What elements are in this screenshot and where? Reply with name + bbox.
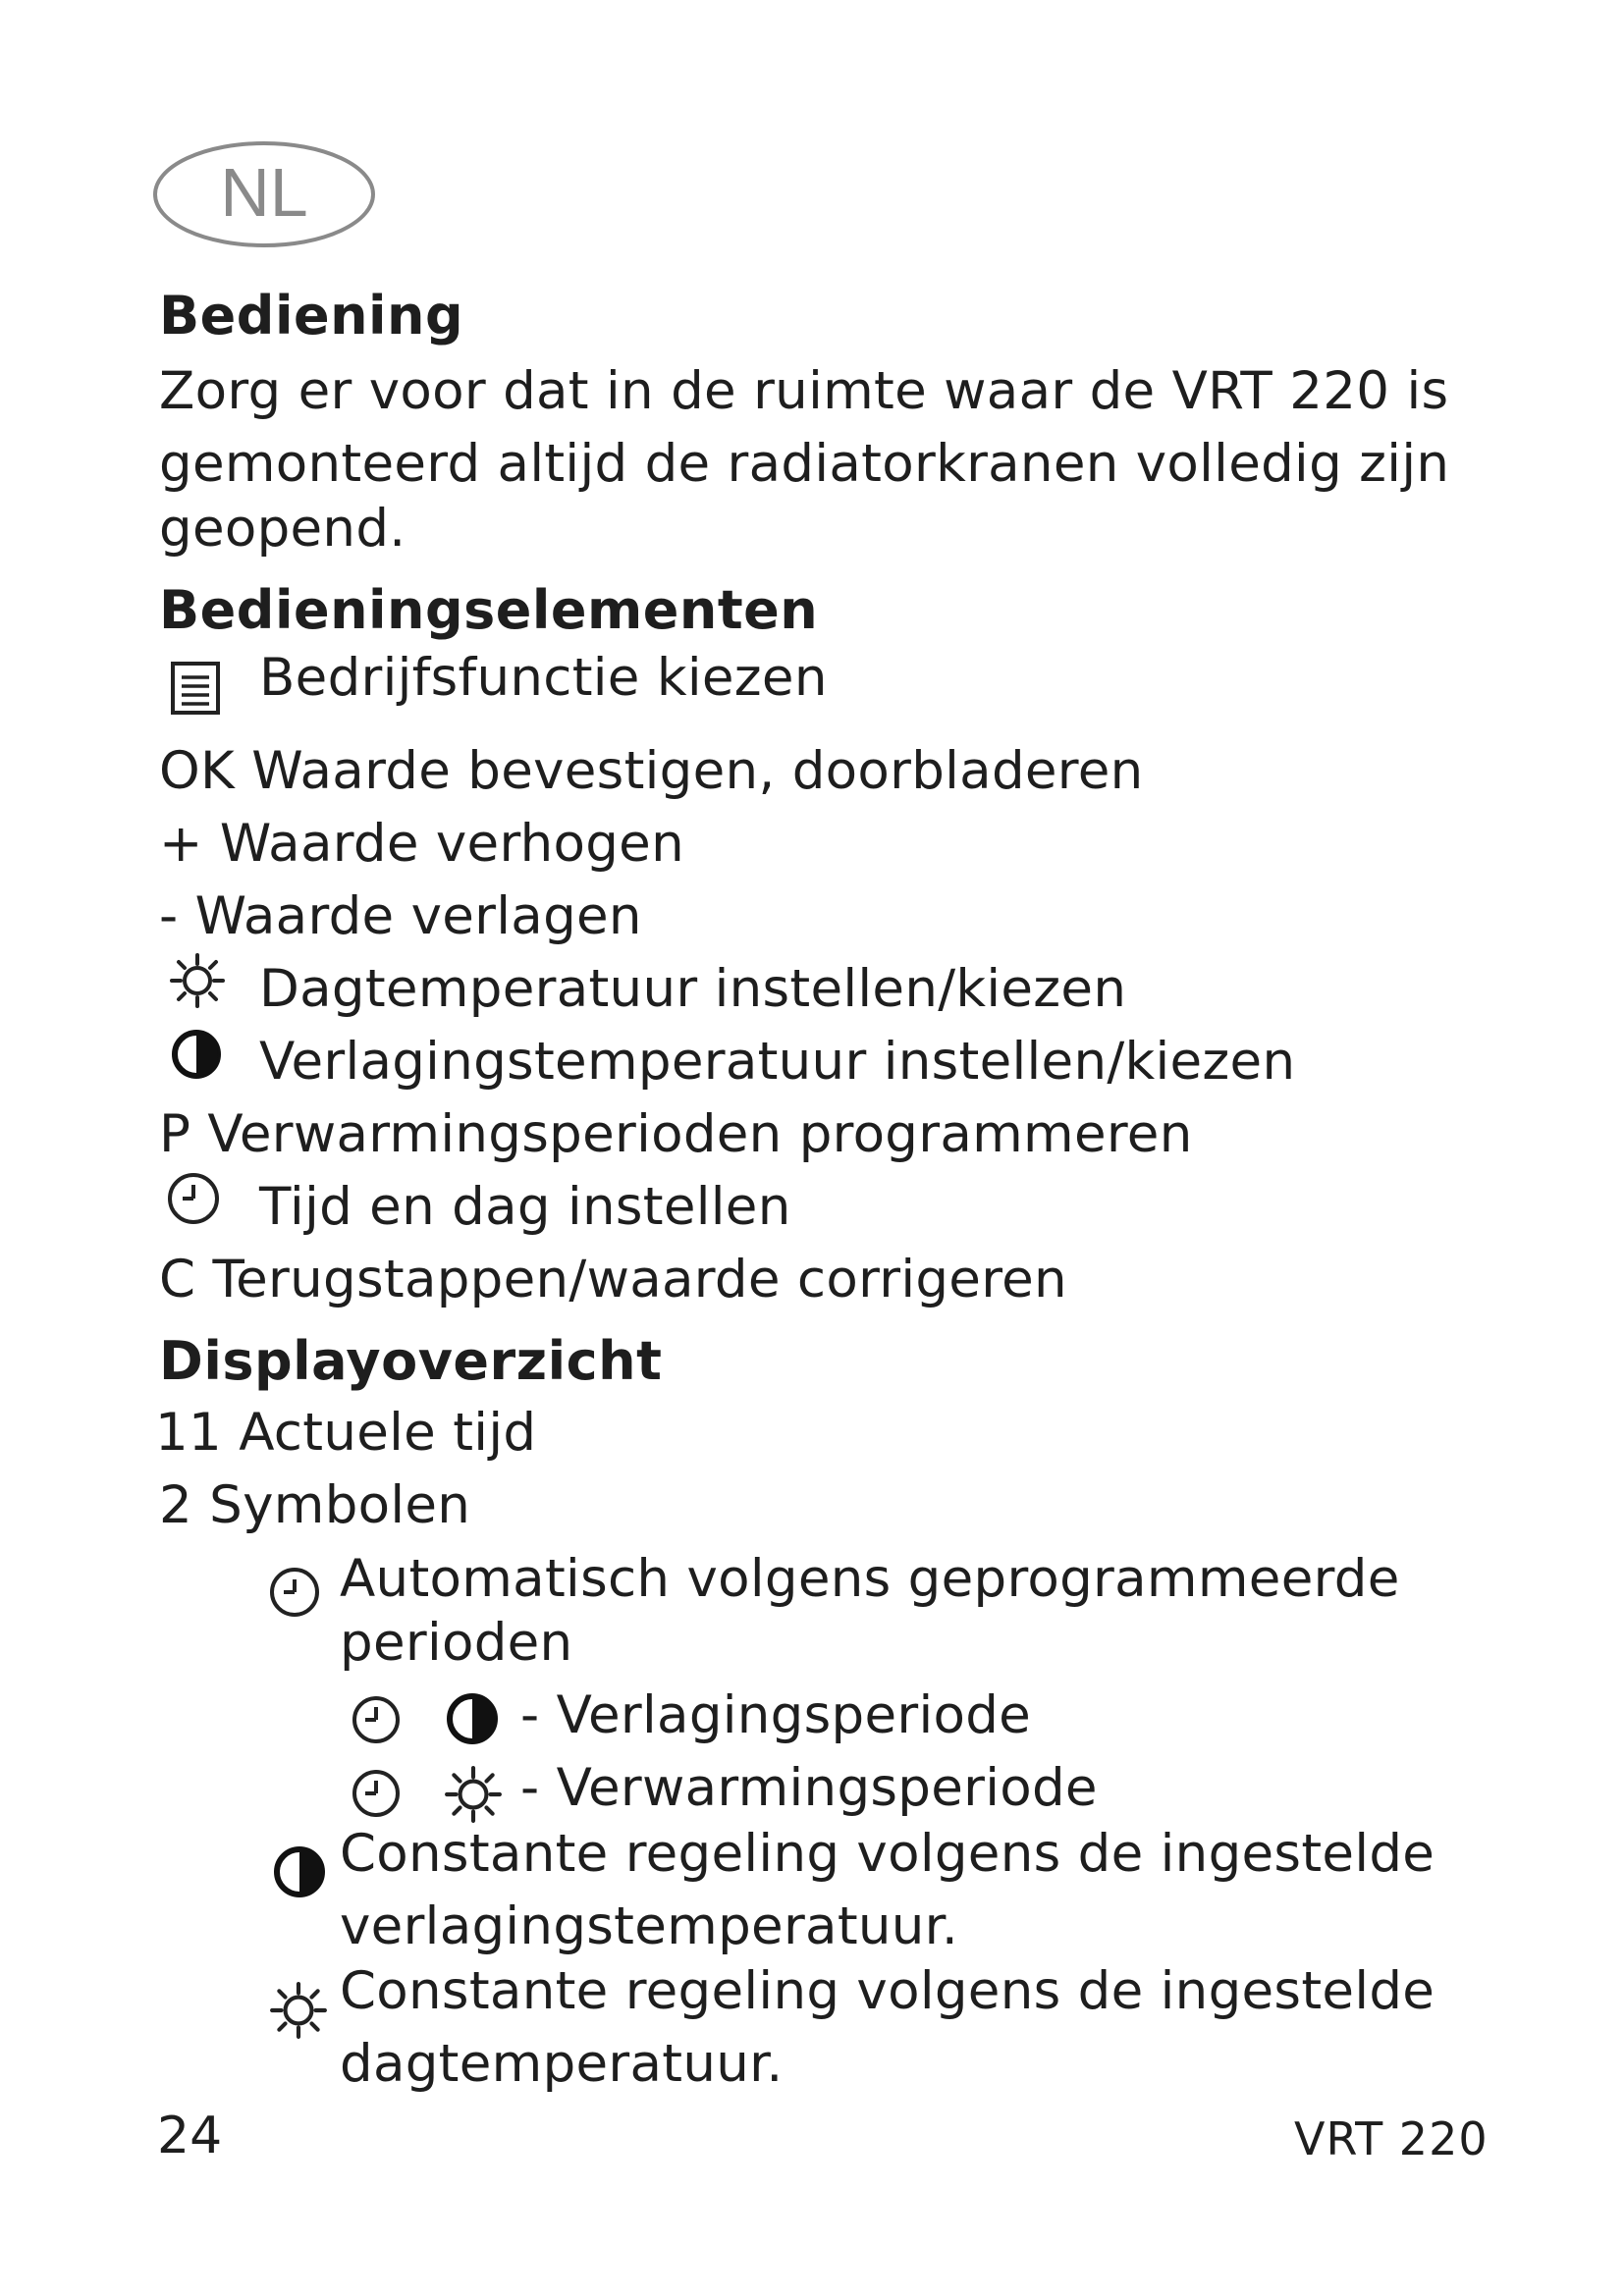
footer-model: VRT 220 [1294, 2112, 1489, 2165]
section-heading-display: Displayoverzicht [159, 1330, 663, 1392]
control-ok-text: OK Waarde bevestigen, doorbladeren [159, 741, 1144, 801]
control-clock-text: Tijd en dag instellen [259, 1177, 791, 1237]
language-badge-text: NL [220, 154, 308, 231]
sun-icon [169, 952, 226, 1009]
clock-icon [350, 1693, 403, 1746]
display-setback-period: - Verlagingsperiode [520, 1685, 1032, 1745]
display-heating-period: - Verwarmingsperiode [520, 1758, 1098, 1818]
display-item-symbols: 2 Symbolen [159, 1475, 471, 1535]
control-menu-text: Bedrijfsfunctie kiezen [259, 648, 828, 708]
control-program-text: P Verwarmingsperioden programmeren [159, 1104, 1193, 1164]
control-plus-text: + Waarde verhogen [159, 814, 684, 874]
control-night-temp-text: Verlagingstemperatuur instellen/kiezen [259, 1032, 1296, 1092]
intro-line-3: geopend. [159, 499, 406, 559]
menu-icon [169, 660, 224, 717]
clock-icon [267, 1565, 322, 1620]
moon-icon [169, 1027, 224, 1082]
display-constant-setback-line-1: Constante regeling volgens de ingestelde [340, 1824, 1435, 1884]
moon-icon [444, 1690, 501, 1747]
display-constant-day-line-1: Constante regeling volgens de ingestelde [340, 1961, 1435, 2021]
display-auto-line-2: perioden [340, 1613, 573, 1673]
sun-icon [444, 1765, 503, 1824]
intro-line-2: gemonteerd altijd de radiatorkranen volledig zijn [159, 434, 1450, 494]
page-number: 24 [157, 2107, 223, 2165]
control-day-temp-text: Dagtemperatuur instellen/kiezen [259, 959, 1127, 1019]
sun-icon [269, 1981, 328, 2040]
display-constant-setback-line-2: verlagingstemperatuur. [340, 1896, 959, 1956]
intro-line-1: Zorg er voor dat in de ruimte waar de VRT 220 is [159, 361, 1449, 421]
display-constant-day-line-2: dagtemperatuur. [340, 2034, 784, 2094]
moon-icon [271, 1843, 328, 1900]
language-badge [151, 139, 377, 249]
clock-icon [350, 1767, 403, 1820]
display-auto-line-1: Automatisch volgens geprogrammeerde [340, 1549, 1400, 1609]
clock-icon [165, 1170, 222, 1227]
section-heading-controls: Bedieningselementen [159, 579, 819, 641]
control-correct-text: C Terugstappen/waarde corrigeren [159, 1250, 1067, 1309]
section-heading-operation: Bediening [159, 285, 464, 347]
control-minus-text: - Waarde verlagen [159, 886, 642, 946]
display-item-time: 11 Actuele tijd [155, 1403, 537, 1463]
